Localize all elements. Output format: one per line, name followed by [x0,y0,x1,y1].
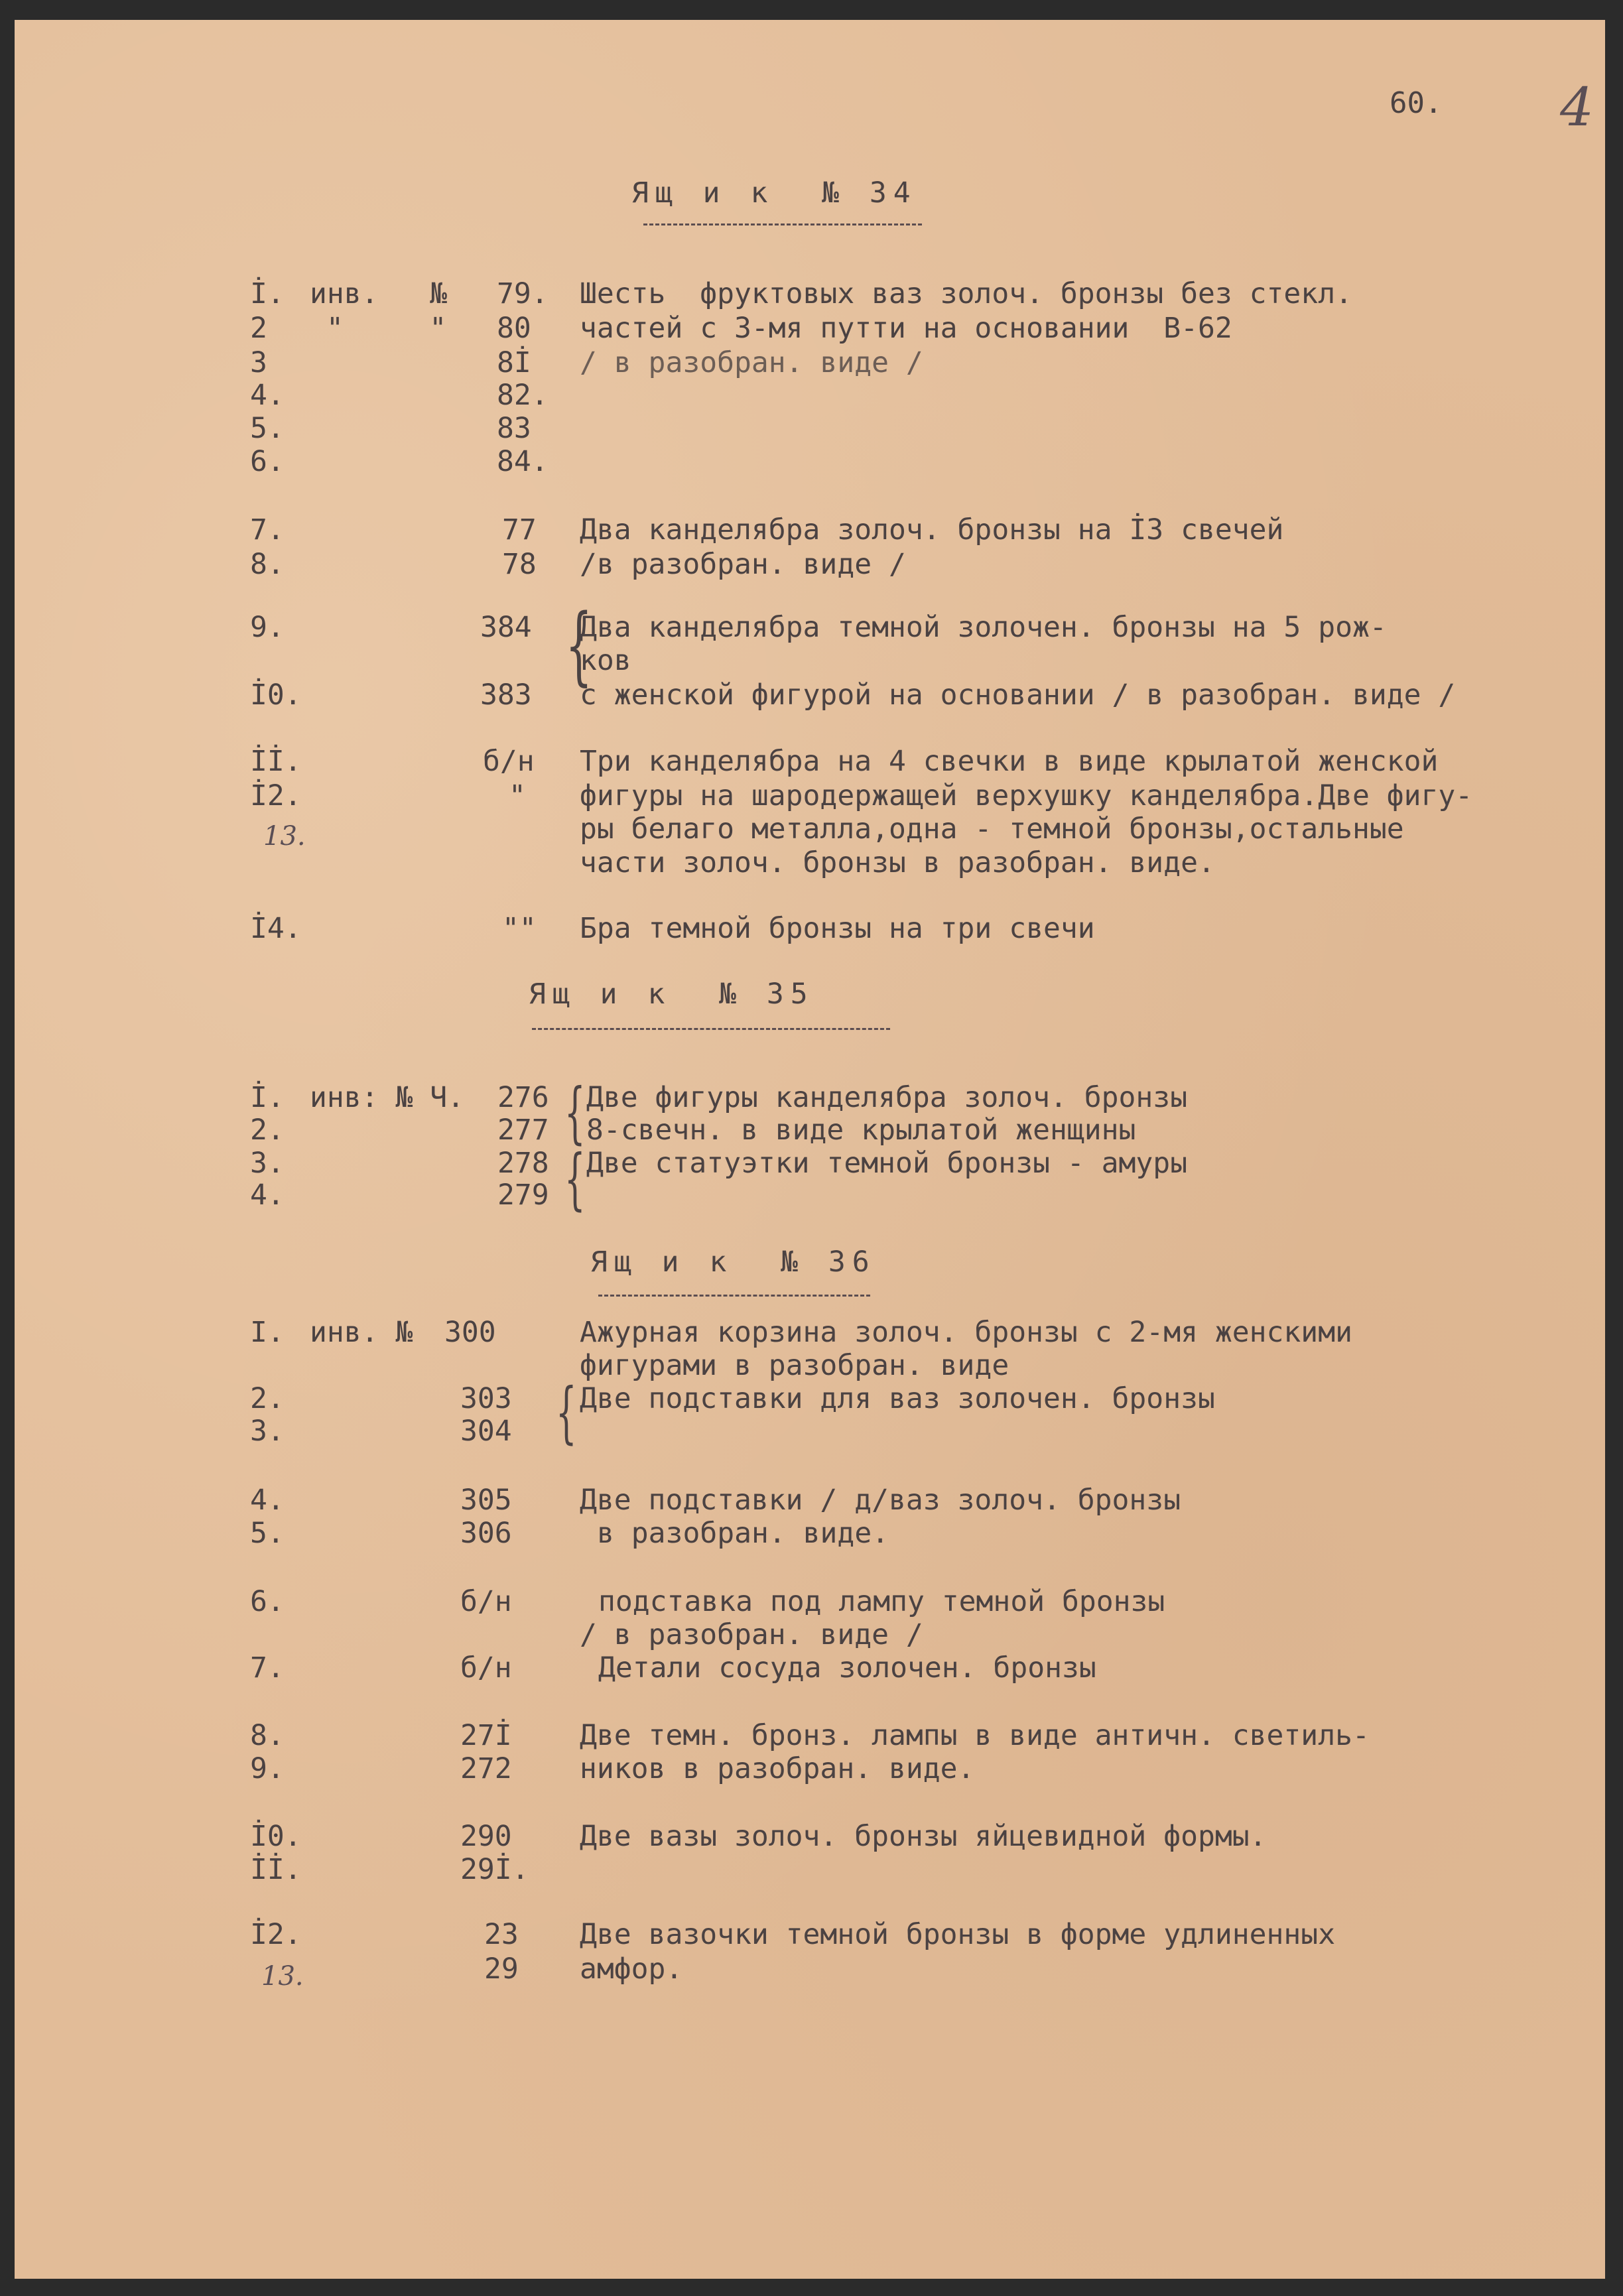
box36-row13-num-handwritten: 13. [261,1961,304,1992]
document-sheet [15,20,1605,2279]
box34-row11-desc: Три канделябра на 4 свечки в виде крылатой женской [580,745,1439,778]
box36-row4-code: 305 [460,1484,512,1517]
box35-brace-1-2: { [564,1074,586,1151]
box36-row7-num: 7. [250,1651,285,1685]
box34-row7-num: 7. [250,513,285,546]
box35-heading-underline [532,1028,890,1030]
box34-row2-code: 80 [497,312,531,345]
box34-row6-num: 6. [250,445,285,478]
box34-row1-inv: инв. № [310,277,448,310]
box36-row7-desc: Детали сосуда золочен. бронзы [598,1651,1096,1685]
box36-row8-desc: Две темн. бронз. лампы в виде античн. светиль- [580,1719,1370,1752]
box34-row14-code: "" [502,912,537,945]
box36-row3-code: 304 [460,1415,512,1448]
box34-row1-num: İ. [250,277,285,310]
box36-row6-num: 6. [250,1585,285,1618]
box34-row9-num: 9. [250,611,285,644]
box34-row13b-desc: части золоч. бронзы в разобран. виде. [580,846,1215,879]
box35-row3-code: 278 [497,1147,549,1180]
box34-row4-code: 82. [497,379,549,412]
box36-row2-desc: Две подставки для ваз золочен. бронзы [580,1382,1215,1415]
box34-row12-desc: фигуры на шародержащей верхушку канделябра.Две фигу- [580,779,1473,812]
box35-row2-desc: 8-свечн. в виде крылатой женщины [586,1114,1136,1147]
box35-row3-num: 3. [250,1147,285,1180]
box35-row2-num: 2. [250,1114,285,1147]
box34-row8-desc: /в разобран. виде / [580,548,906,581]
box34-row2-num: 2 [250,312,267,345]
box36-row1-num: I. [250,1316,285,1349]
box34-row3-code: 8İ [497,346,531,379]
box36-row11-num: İİ. [250,1853,302,1886]
box34-row6-code: 84. [497,445,549,478]
box34-row14-desc: Бра темной бронзы на три свечи [580,912,1095,945]
box34-row7-code: 77 [502,513,537,546]
box34-row1-code: 79. [497,277,549,310]
box36-row1-code: 300 [444,1316,496,1349]
box36-row9-num: 9. [250,1752,285,1785]
box35-row1-num: İ. [250,1081,285,1114]
box36-row13-code: 29 [484,1952,519,1986]
box36-row8-code: 27İ [460,1719,512,1752]
box34-row1-desc: Шесть фруктовых ваз золоч. бронзы без стекл. [580,277,1352,310]
sheet-number-handwritten: 4 [1560,76,1594,138]
box34-row11-num: İİ. [250,745,302,778]
box34-row3-num: 3 [250,346,267,379]
box35-row3-desc: Две статуэтки темной бронзы - амуры [586,1147,1188,1180]
box36-row4-num: 4. [250,1484,285,1517]
box34-row7-desc: Два канделябра золоч. бронзы на İ3 свечей [580,513,1284,546]
box36-row12-code: 23 [484,1918,519,1951]
box34-row2-inv: " " [326,312,447,345]
box34-brace-9-10: { [565,596,593,695]
box36-row6-code: б/н [460,1585,512,1618]
box36-row5-code: 306 [460,1517,512,1550]
box34-row9-code: 384 [480,611,532,644]
box34-row12-code: " [509,779,526,812]
box35-row1-code: 276 [497,1081,549,1114]
box36-row4-desc: Две подставки / д/ваз золоч. бронзы [580,1484,1181,1517]
box34-row9b-desc: ков [580,644,631,677]
box35-row4-code: 279 [497,1179,549,1212]
box34-row10-num: İ0. [250,678,302,712]
box36-row5-num: 5. [250,1517,285,1550]
box36-row9-code: 272 [460,1752,512,1785]
box36-row6b-desc: / в разобран. виде / [580,1618,923,1651]
box35-brace-3-4: { [564,1140,586,1218]
box34-row8-num: 8. [250,548,285,581]
box36-row1-desc: Ажурная корзина золоч. бронзы с 2-мя женскими [580,1316,1352,1349]
box36-row2-num: 2. [250,1382,285,1415]
box35-row1-inv: инв: № Ч. [310,1081,464,1114]
box34-row10-desc: с женской фигурой на основании / в разобран. виде / [580,678,1456,712]
box34-row11-code: б/н [483,745,535,778]
box36-row3-num: 3. [250,1415,285,1448]
box34-row4-num: 4. [250,379,285,412]
box36-row9-desc: ников в разобран. виде. [580,1752,975,1785]
box36-row10-code: 290 [460,1820,512,1853]
box34-row8-code: 78 [502,548,537,581]
box36-row10-num: İ0. [250,1820,302,1853]
box36-row12-desc: Две вазочки темной бронзы в форме удлиненных [580,1918,1336,1951]
box34-row9-desc: Два канделябра темной золочен. бронзы на 5 рож- [580,611,1387,644]
box36-row13-desc: амфор. [580,1952,683,1986]
box36-row6-desc: подставка под лампу темной бронзы [598,1585,1165,1618]
box35-heading: Ящ и к № 35 [529,978,814,1011]
box36-row12-num: İ2. [250,1918,302,1951]
box35-row2-code: 277 [497,1114,549,1147]
box35-row1-desc: Две фигуры канделябра золоч. бронзы [586,1081,1188,1114]
box34-row10-code: 383 [480,678,532,712]
box36-row1-inv: инв. № [310,1316,413,1349]
box34-row13-num-handwritten: 13. [263,821,306,852]
box36-row10-desc: Две вазы золоч. бронзы яйцевидной формы. [580,1820,1267,1853]
page-number: 60. [1390,86,1443,120]
box36-row8-num: 8. [250,1719,285,1752]
box36-brace-2-3: { [555,1373,577,1451]
box36-heading: Ящ и к № 36 [590,1245,876,1279]
box36-row7-code: б/н [460,1651,512,1685]
box36-heading-underline [598,1295,870,1297]
box34-row5-code: 83 [497,412,531,445]
box34-row13-desc: ры белаго металла,одна - темной бронзы,остальные [580,812,1404,846]
box36-row2-code: 303 [460,1382,512,1415]
box34-row12-num: İ2. [250,779,302,812]
box35-row4-num: 4. [250,1179,285,1212]
box34-heading: Ящ и к № 34 [631,176,917,210]
box36-row11-code: 29İ. [460,1853,529,1886]
box36-row1b-desc: фигурами в разобран. виде [580,1349,1009,1382]
box34-row3-desc: / в разобран. виде / [580,346,923,379]
box34-row2-desc: частей с 3-мя путти на основании В-62 [580,312,1232,345]
box34-row14-num: İ4. [250,912,302,945]
box36-row5-desc: в разобран. виде. [597,1517,889,1550]
box34-row5-num: 5. [250,412,285,445]
box34-heading-underline [643,223,922,225]
